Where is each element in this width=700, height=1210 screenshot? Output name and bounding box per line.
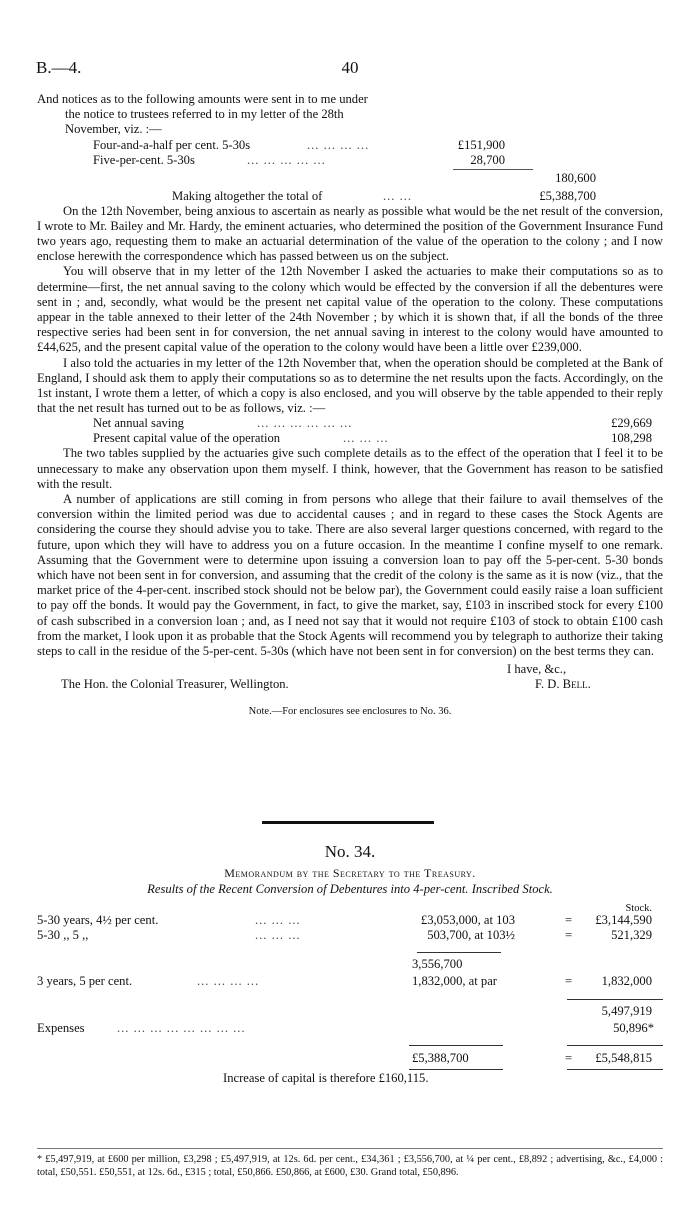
subtotal-amount: 3,556,700: [412, 957, 463, 972]
closing-row: [37, 662, 663, 677]
subtotal-rule: [453, 169, 533, 170]
equals-sign: =: [565, 974, 573, 989]
sum-rule: [567, 1045, 663, 1046]
sum-rule: [567, 999, 663, 1000]
sum-rule: [409, 1045, 503, 1046]
total-underline: [409, 1069, 503, 1070]
saving-row: [37, 431, 663, 446]
paragraph: I also told the actuaries in my letter of the 12th November that, when the operation should be completed at the Bank of England, I should ask them to apply their computations so as to determine the net results upon the facts. Accordingly, on the 1st instant, I wrote them a letter, of which a copy is also enclosed, and you will observe by the table appended to their reply that the net result has turned out to be as follows, viz. :—: [37, 355, 663, 416]
equals-sign: =: [565, 1051, 573, 1066]
page-header: [36, 60, 664, 80]
row-stock: £3,144,590: [595, 913, 652, 928]
equals-sign: =: [565, 913, 573, 928]
intro-line-1: And notices as to the following amounts were sent in to me under: [37, 92, 368, 106]
memorandum-section: [37, 842, 663, 1118]
row-stock: 1,832,000: [601, 974, 652, 989]
row-amount: 503,700, at 103½: [427, 928, 515, 943]
paragraph: On the 12th November, being anxious to ascertain as nearly as possible what would be the net result of the conversion, I wrote to Mr. Bailey and Mr. Hardy, the eminent actuaries, who determined the position of the Government Insurance Fund two years ago, requesting them to make an actuarial determination of the value of the operation to the colony ; and I now enclose herewith the correspondence which has passed between us on the subject.: [37, 203, 663, 264]
addressee: The Hon. the Colonial Treasurer, Wellington.: [61, 677, 289, 692]
leader-dots: ... ... ... ...: [307, 137, 370, 152]
section-subtitle: Results of the Recent Conversion of Debentures into 4-per-cent. Inscribed Stock.: [147, 882, 553, 897]
leader-dots: ... ... ...: [343, 431, 389, 446]
saving-row: [37, 416, 663, 431]
paragraph: You will observe that in my letter of the 12th November I asked the actuaries to make their computations so as to determine—first, the net annual saving to the colony which would be effected by the conversion if all the debentures were sent in ; and, secondly, what would be the present net capital value of the operation to the colony. These computations appear in the table annexed to their letter of the 24th November ; by which it is shown that, if all the bonds of the three respective series had been sent in for conversion, the net annual saving in interest to the colony would have amounted to £44,625, and the present capital value of the operation to the colony would have been a little over £239,000.: [37, 264, 663, 355]
equals-sign: =: [565, 928, 573, 943]
paragraph: The two tables supplied by the actuaries give such complete details as to the effect of the operation that I feel it to be unnecessary to make any observation upon them myself. I think, however, that the Government has reason to be satisfied with the result.: [37, 446, 663, 491]
amount-value: £151,900: [457, 137, 505, 152]
row-label: 5-30 ,, 5 ,,: [37, 928, 89, 943]
amount-value: 28,700: [470, 152, 505, 167]
total-underline: [567, 1069, 663, 1070]
subtotal-row: [37, 168, 663, 186]
enclosure-note: Note.—For enclosures see enclosures to No. 36.: [248, 706, 452, 718]
intro-line-3: November, viz. :—: [65, 122, 162, 137]
amount-label: Five-per-cent. 5-30s: [93, 152, 195, 167]
section-title: Memorandum by the Secretary to the Treasury.: [224, 866, 476, 880]
sum-rule: [417, 952, 501, 953]
row-label: 3 years, 5 per cent.: [37, 974, 133, 989]
total-amount: £5,388,700: [412, 1051, 469, 1066]
closing: I have, &c.,: [507, 662, 567, 677]
footnote-rule: [37, 1148, 663, 1149]
row-stock: 521,329: [611, 928, 652, 943]
row-amount: 1,832,000, at par: [412, 974, 497, 989]
leader-dots: ... ... ...: [255, 913, 301, 928]
row-amount: £3,053,000, at 103: [420, 913, 515, 928]
expenses-label: Expenses: [37, 1021, 85, 1036]
page-number: 40: [341, 58, 359, 77]
stock-heading: Stock.: [625, 903, 652, 915]
expenses-value: 50,896*: [613, 1021, 654, 1036]
leader-dots: ... ... ... ...: [197, 974, 260, 989]
document-reference: B.—4.: [36, 58, 82, 77]
total-row: [37, 186, 663, 204]
saving-label: Present capital value of the operation: [93, 431, 281, 446]
paragraph: A number of applications are still coming in from persons who allege that their failure to avail themselves of the conversion within the limited period was due to accidental causes ; and in regard to these cases the Stock Agents are considering the course they should advise you to take. There are also several larger questions concerned, with regard to the future, upon which they will have to address you on a future occasion. In the meantime I confine myself to one remark. Assuming that the Government were to determine upon issuing a conversion loan to pay off the 5-per-cent. 5-30 bonds which have not been sent in for conversion, and assuming that the credit of the colony is the same as it is now (viz., that the market price of the 4-per-cent. inscribed stock should not be below par), the Government could easily raise a loan sufficient to pay off the bonds. It would pay the Government, in fact, to give the market, say, £103 in inscribed stock for every £100 of cash subscribed in a conversion loan ; and, as I need not say that it would not require £103 of stock to obtain £100 cash from the market, I look upon it as probable that the Stock Agents will recommend you by telegraph to authorize their taking steps to call in the residue of the 5-per-cent. 5-30s (which have not been sent in for conversion) on the best terms they can.: [37, 492, 663, 659]
increase-statement: Increase of capital is therefore £160,115.: [223, 1071, 429, 1086]
saving-value: 108,298: [611, 431, 652, 446]
row-label: 5-30 years, 4½ per cent.: [37, 913, 159, 928]
total-value: £5,388,700: [539, 188, 596, 203]
section-divider: [262, 821, 434, 824]
signature-row: [37, 677, 663, 692]
stock-subtotal: 5,497,919: [601, 1004, 652, 1019]
subtotal-value: 180,600: [555, 170, 596, 185]
leader-dots: ... ... ... ... ...: [247, 152, 326, 167]
saving-value: £29,669: [611, 416, 652, 431]
leader-dots: ... ... ...: [255, 928, 301, 943]
saving-label: Net annual saving: [93, 416, 184, 431]
amount-row: [37, 138, 663, 153]
section-number: No. 34.: [324, 842, 376, 861]
amount-label: Four-and-a-half per cent. 5-30s: [93, 137, 251, 152]
footnote: * £5,497,919, at £600 per million, £3,298 ; £5,497,919, at 12s. 6d. per cent., £34,361 ; £3,556,700, at ¼ per cent., £8,892 ; advertising, &c., £4,000 : total, £50,551. £50,551, at 12s. 6d., £315 ; total, £50,866. £50,866, at £600, £30. Grand total, £50,896.: [37, 1154, 663, 1178]
intro-line-2: the notice to trustees referred to in my letter of the 28th: [65, 107, 344, 122]
conversion-table: [37, 903, 663, 1118]
letter-body: [37, 92, 663, 720]
leader-dots: ... ... ... ... ... ... ... ...: [117, 1021, 246, 1036]
amount-row: [37, 153, 663, 168]
total-label: Making altogether the total of: [172, 188, 323, 203]
total-stock: £5,548,815: [595, 1051, 652, 1066]
signature: F. D. Bell.: [535, 677, 591, 692]
leader-dots: ... ...: [383, 188, 413, 203]
leader-dots: ... ... ... ... ... ...: [257, 416, 353, 431]
